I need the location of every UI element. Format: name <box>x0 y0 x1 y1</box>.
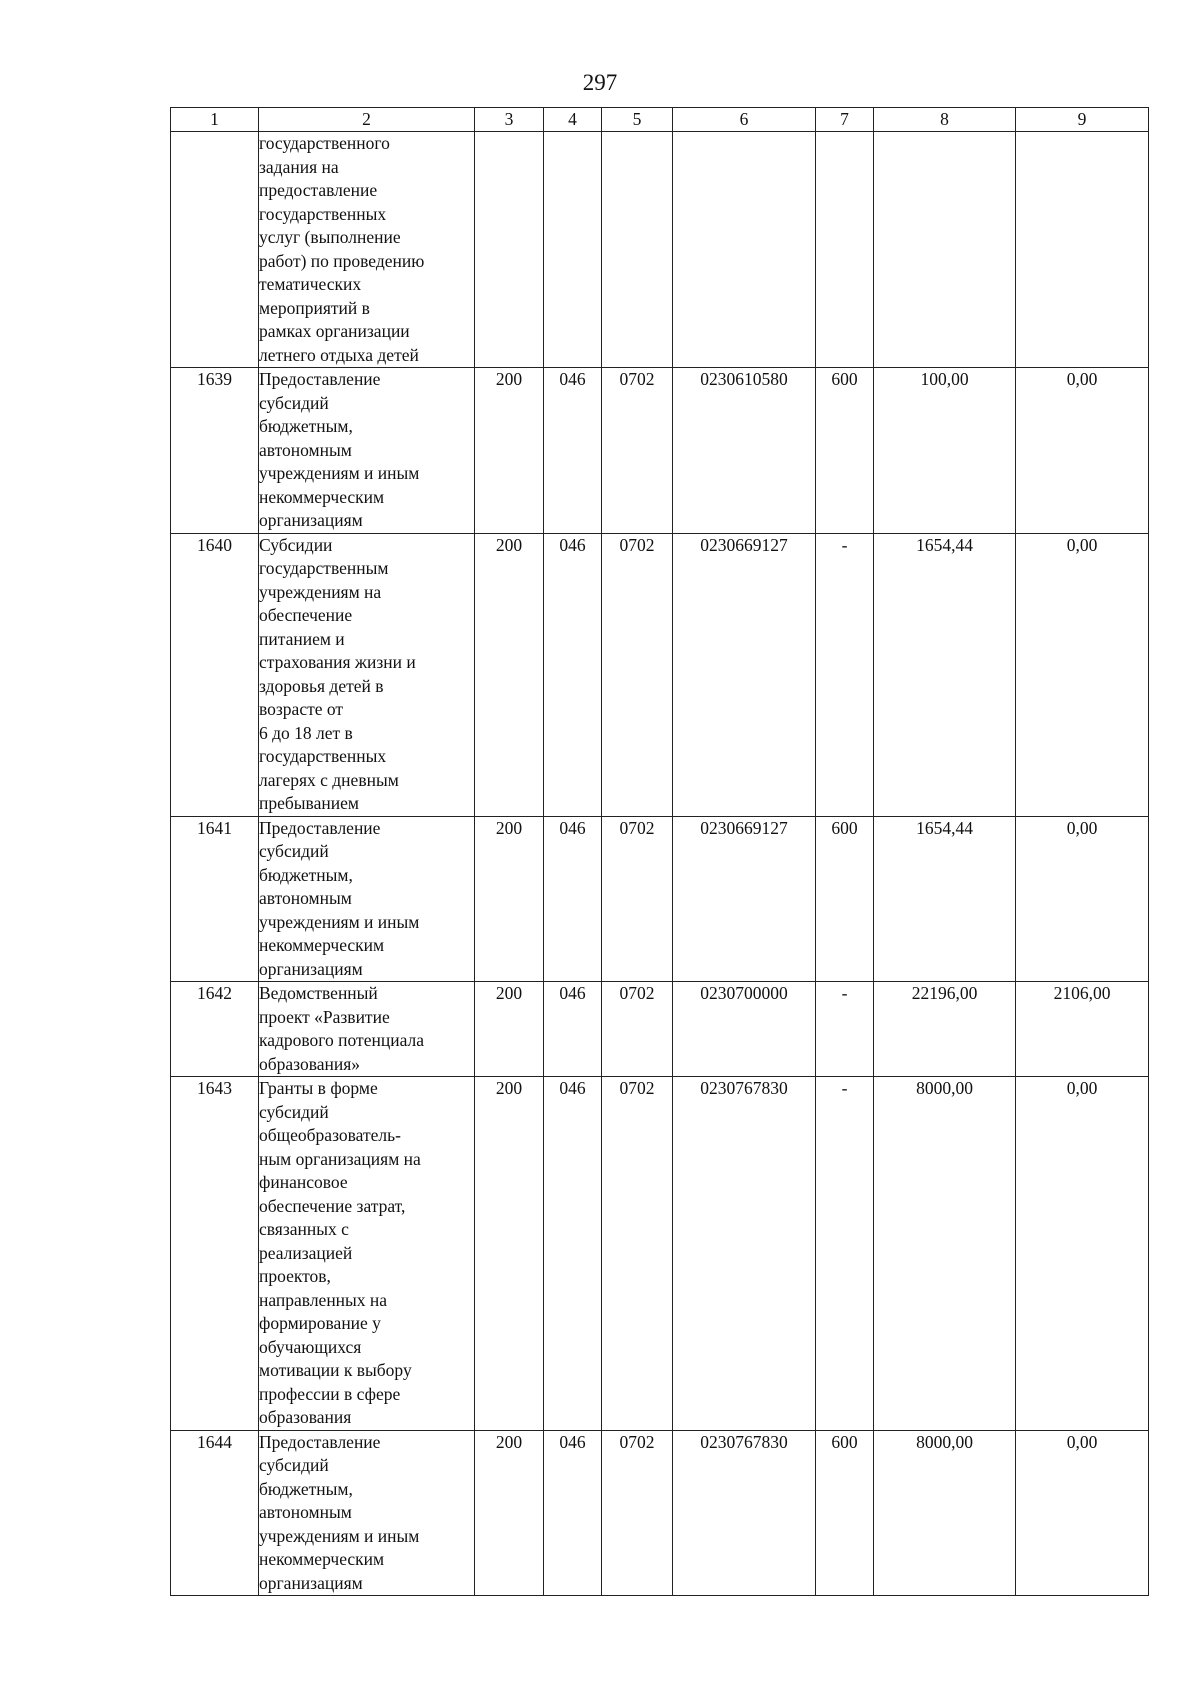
item-name-cell <box>259 982 475 1077</box>
item-name-line: учреждениям и иным <box>259 463 420 483</box>
amount-cell: 0,00 <box>1016 1077 1149 1431</box>
item-name-line: услуг (выполнение <box>259 227 401 247</box>
item-name-line: некоммерческим <box>259 935 385 955</box>
code-cell: 600 <box>816 1430 874 1596</box>
item-name-line: государственных <box>259 203 387 224</box>
item-name-line: государственных <box>259 746 387 766</box>
amount-cell <box>874 132 1016 368</box>
table-row <box>171 368 1149 534</box>
item-name-cell <box>259 368 475 534</box>
item-name-line: ным организациям на <box>259 1148 421 1169</box>
item-name-line: государственного <box>259 133 390 153</box>
item-name-line: учреждениям и иным <box>259 911 420 932</box>
amount-cell: 1654,44 <box>874 816 1016 982</box>
item-name-line: связанных с <box>259 1219 349 1239</box>
code-cell: 0230767830 <box>673 1430 816 1596</box>
code-cell: 200 <box>475 368 544 534</box>
code-cell: 046 <box>544 533 602 816</box>
column-header: 8 <box>874 108 1016 132</box>
code-cell: 0702 <box>602 1430 673 1596</box>
amount-cell: 22196,00 <box>874 982 1016 1077</box>
item-name-line: образования» <box>259 1053 361 1074</box>
item-name-line: автономным <box>259 439 352 460</box>
item-name-line: бюджетным, <box>259 1478 353 1499</box>
item-name-line: Предоставление <box>259 369 381 389</box>
item-name-line: Ведомственный <box>259 983 378 1003</box>
item-name-line: образования <box>259 1407 352 1427</box>
item-name-line: мероприятий в <box>259 297 370 318</box>
amount-cell: 0,00 <box>1016 368 1149 534</box>
code-cell: 0702 <box>602 982 673 1077</box>
item-name-line: автономным <box>259 1502 352 1522</box>
table-row <box>171 132 1149 368</box>
code-cell: 046 <box>544 1077 602 1431</box>
amount-cell: 0,00 <box>1016 816 1149 982</box>
code-cell: 0230610580 <box>673 368 816 534</box>
amount-cell: 8000,00 <box>874 1430 1016 1596</box>
code-cell: 046 <box>544 368 602 534</box>
code-cell: 0230767830 <box>673 1077 816 1431</box>
row-number-cell <box>171 132 259 368</box>
header-row <box>171 108 1149 132</box>
amount-cell: 100,00 <box>874 368 1016 534</box>
item-name-line: предоставление <box>259 180 378 200</box>
column-header: 3 <box>475 108 544 132</box>
code-cell: 0702 <box>602 816 673 982</box>
code-cell: - <box>816 533 874 816</box>
item-name-line: направленных на <box>259 1289 388 1310</box>
item-name-line: формирование у <box>259 1313 381 1333</box>
code-cell: 200 <box>475 1077 544 1431</box>
item-name-cell <box>259 132 475 368</box>
code-cell: 0702 <box>602 368 673 534</box>
item-name-line: рамках организации <box>259 321 410 341</box>
code-cell: 046 <box>544 816 602 982</box>
code-cell: 200 <box>475 1430 544 1596</box>
item-name-line: кадрового потенциала <box>259 1030 424 1050</box>
column-header: 6 <box>673 108 816 132</box>
item-name-line: обеспечение затрат, <box>259 1195 406 1216</box>
code-cell: 200 <box>475 982 544 1077</box>
code-cell: 200 <box>475 816 544 982</box>
item-name-line: некоммерческим <box>259 486 385 507</box>
item-name-line: государственным <box>259 558 389 578</box>
item-name-cell <box>259 816 475 982</box>
code-cell: 0230700000 <box>673 982 816 1077</box>
item-name-line: учреждениям на <box>259 581 382 602</box>
budget-table <box>170 107 1149 1596</box>
item-name-line: обучающихся <box>259 1336 362 1357</box>
code-cell: 600 <box>816 368 874 534</box>
item-name-line: летнего отдыха детей <box>259 344 419 365</box>
code-cell: 200 <box>475 533 544 816</box>
item-name-line: питанием и <box>259 628 345 649</box>
item-name-line: организациям <box>259 1572 363 1593</box>
column-header: 9 <box>1016 108 1149 132</box>
column-header: 7 <box>816 108 874 132</box>
amount-cell: 2106,00 <box>1016 982 1149 1077</box>
item-name-line: бюджетным, <box>259 864 353 885</box>
row-number-cell: 1642 <box>171 982 259 1077</box>
item-name-line: тематических <box>259 274 362 294</box>
item-name-line: задания на <box>259 156 339 177</box>
item-name-line: субсидий <box>259 392 329 413</box>
code-cell: 046 <box>544 982 602 1077</box>
item-name-line: возрасте от <box>259 699 344 719</box>
item-name-line: пребыванием <box>259 793 359 813</box>
table-row <box>171 533 1149 816</box>
item-name-cell <box>259 1430 475 1596</box>
amount-cell: 8000,00 <box>874 1077 1016 1431</box>
item-name-line: Предоставление <box>259 1431 381 1452</box>
code-cell <box>475 132 544 368</box>
code-cell: 0230669127 <box>673 816 816 982</box>
row-number-cell: 1639 <box>171 368 259 534</box>
code-cell: - <box>816 982 874 1077</box>
code-cell: 600 <box>816 816 874 982</box>
column-header: 1 <box>171 108 259 132</box>
code-cell <box>602 132 673 368</box>
amount-cell <box>1016 132 1149 368</box>
column-header: 4 <box>544 108 602 132</box>
item-name-line: бюджетным, <box>259 416 353 436</box>
code-cell <box>673 132 816 368</box>
item-name-line: реализацией <box>259 1242 353 1263</box>
item-name-line: субсидий <box>259 1101 329 1122</box>
table-row <box>171 1077 1149 1431</box>
code-cell: 0702 <box>602 1077 673 1431</box>
item-name-line: Гранты в форме <box>259 1078 378 1098</box>
table-row <box>171 1430 1149 1596</box>
item-name-line: 6 до 18 лет в <box>259 722 353 743</box>
amount-cell: 1654,44 <box>874 533 1016 816</box>
item-name-line: некоммерческим <box>259 1549 385 1569</box>
item-name-line: мотивации к выбору <box>259 1360 412 1380</box>
table-row <box>171 982 1149 1077</box>
item-name-line: здоровья детей в <box>259 675 384 696</box>
table-body <box>171 132 1149 1596</box>
row-number-cell: 1644 <box>171 1430 259 1596</box>
table-row <box>171 816 1149 982</box>
code-cell: 0230669127 <box>673 533 816 816</box>
item-name-line: финансовое <box>259 1172 348 1192</box>
item-name-line: учреждениям и иным <box>259 1525 420 1546</box>
code-cell: 0702 <box>602 533 673 816</box>
item-name-line: проект «Развитие <box>259 1006 390 1027</box>
item-name-line: субсидий <box>259 841 329 861</box>
column-header: 2 <box>259 108 475 132</box>
row-number-cell: 1640 <box>171 533 259 816</box>
item-name-cell <box>259 533 475 816</box>
code-cell <box>544 132 602 368</box>
item-name-line: профессии в сфере <box>259 1383 401 1404</box>
item-name-line: автономным <box>259 888 352 908</box>
code-cell: 046 <box>544 1430 602 1596</box>
item-name-line: обеспечение <box>259 605 353 625</box>
item-name-line: организациям <box>259 958 363 979</box>
item-name-line: Субсидии <box>259 534 333 555</box>
amount-cell: 0,00 <box>1016 1430 1149 1596</box>
column-header: 5 <box>602 108 673 132</box>
page-number: 297 <box>582 70 618 95</box>
item-name-line: работ) по проведению <box>259 250 425 271</box>
item-name-line: лагерях с дневным <box>259 769 399 790</box>
item-name-line: проектов, <box>259 1266 331 1286</box>
row-number-cell: 1641 <box>171 816 259 982</box>
row-number-cell: 1643 <box>171 1077 259 1431</box>
code-cell <box>816 132 874 368</box>
code-cell: - <box>816 1077 874 1431</box>
amount-cell: 0,00 <box>1016 533 1149 816</box>
item-name-line: общеобразователь- <box>259 1125 401 1145</box>
item-name-cell <box>259 1077 475 1431</box>
item-name-line: страхования жизни и <box>259 652 416 672</box>
item-name-line: Предоставление <box>259 817 381 838</box>
item-name-line: организациям <box>259 510 363 530</box>
item-name-line: субсидий <box>259 1455 329 1475</box>
